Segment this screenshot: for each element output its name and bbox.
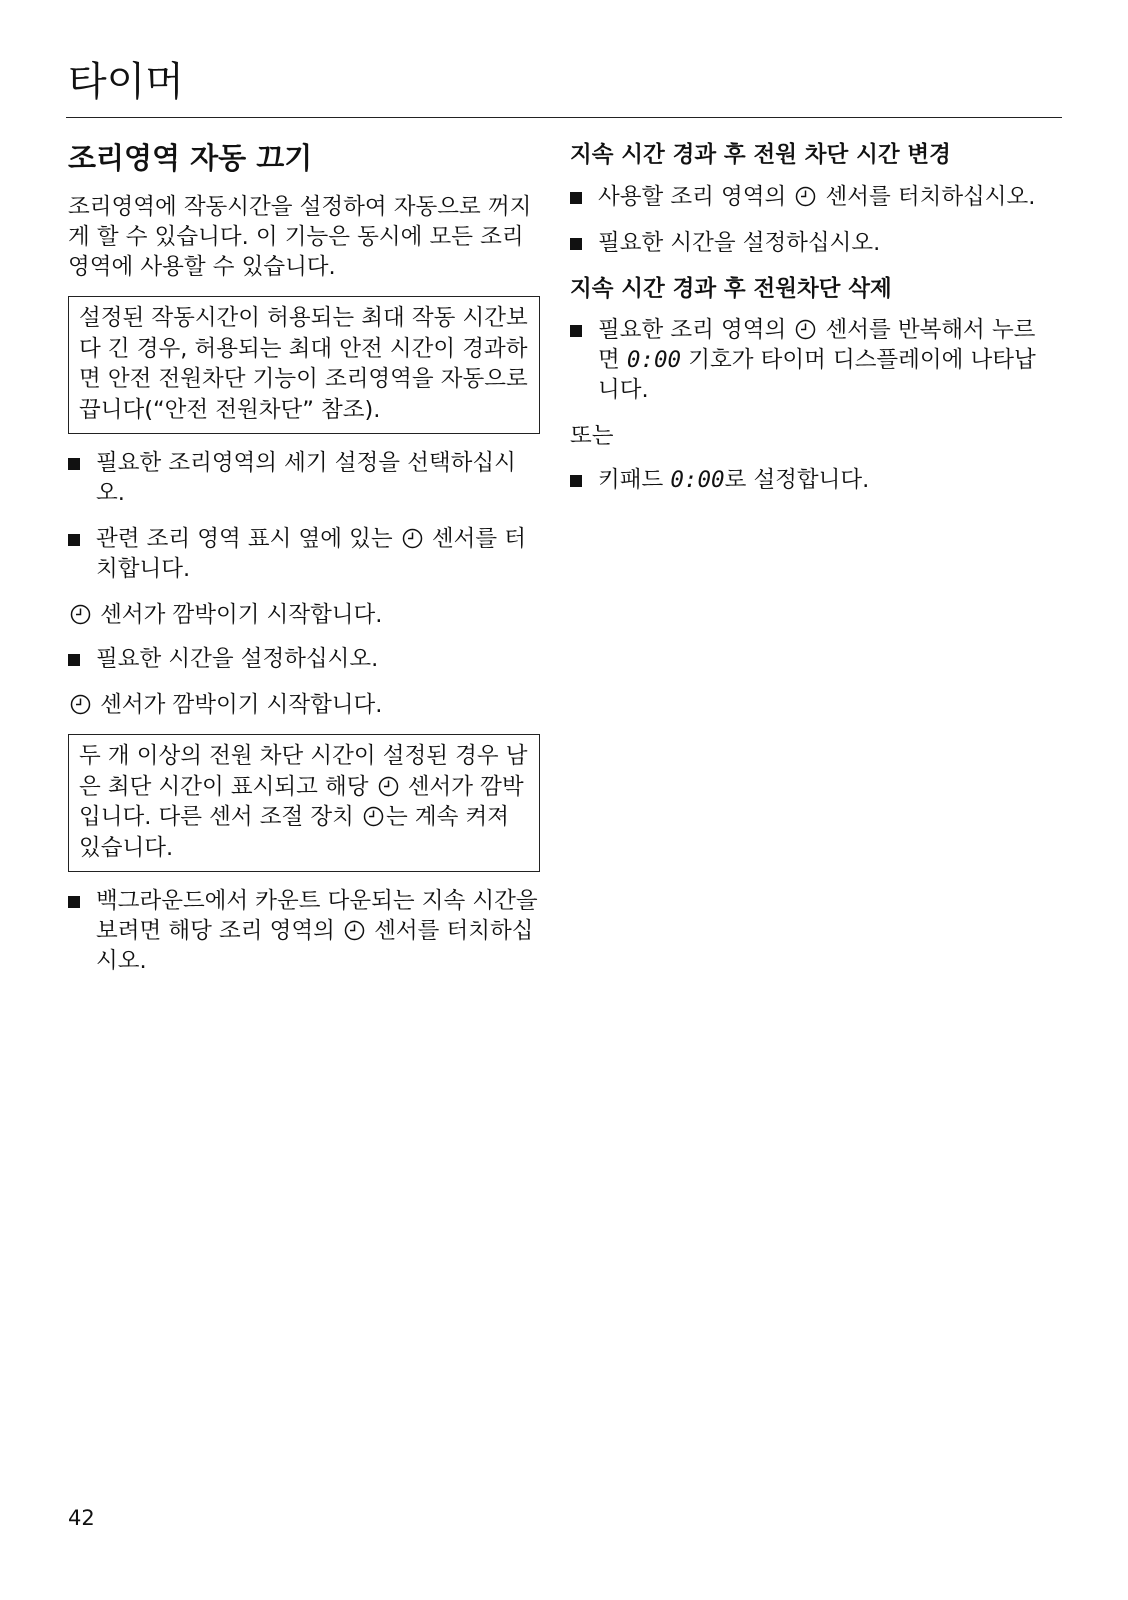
- step-text: 센서를 터치합니다.: [96, 526, 526, 583]
- step-repeat-touch-sensor: [570, 315, 1040, 405]
- safety-note-box: [68, 296, 540, 434]
- timer-clock-icon: [795, 186, 816, 207]
- header-rule: [66, 117, 1062, 118]
- bullet-square-icon: [570, 192, 582, 204]
- step-set-required-time: [570, 228, 1040, 258]
- bullet-square-icon: [570, 325, 582, 337]
- timer-clock-icon: [70, 604, 91, 625]
- section-heading-change-time: 지속 시간 경과 후 전원 차단 시간 변경: [570, 142, 951, 168]
- timer-clock-icon: [795, 319, 816, 340]
- section-heading-delete-time: 지속 시간 경과 후 전원차단 삭제: [570, 275, 892, 302]
- step-view-countdown: [68, 886, 540, 976]
- note-text: 는 계속 켜져 있습니다.: [79, 804, 509, 861]
- step-text: 기호가 타이머 디스플레이에 나타납니다.: [598, 347, 1036, 403]
- result-text: 센서가 깜박이기 시작합니다.: [100, 692, 383, 719]
- step-text: 키패드: [598, 467, 664, 493]
- step-select-power-level: [68, 448, 540, 508]
- step-text: 센서를 반복해서 누르면: [598, 317, 1036, 373]
- step-text: 필요한 시간을 설정하십시오.: [96, 646, 379, 673]
- step-text: 로 설정합니다.: [724, 467, 870, 493]
- step-text: 관련 조리 영역 표시 옆에 있는: [96, 526, 393, 553]
- timer-clock-icon: [70, 694, 91, 715]
- intro-paragraph: 조리영역에 작동시간을 설정하여 자동으로 꺼지게 할 수 있습니다. 이 기능은 동시에 모든 조리영역에 사용할 수 있습니다.: [68, 194, 532, 281]
- right-column: [570, 140, 1040, 511]
- result-blinking-2: [68, 690, 540, 720]
- bullet-square-icon: [570, 475, 582, 487]
- timer-clock-icon: [344, 920, 365, 941]
- step-text: 필요한 조리 영역의: [598, 317, 787, 343]
- bullet-square-icon: [68, 458, 80, 470]
- or-text: 또는: [570, 423, 614, 449]
- page-title: 타이머: [68, 59, 184, 105]
- timer-clock-icon: [363, 806, 384, 827]
- step-text: 사용할 조리 영역의: [598, 183, 787, 210]
- timer-clock-icon: [378, 776, 399, 797]
- note-text: 센서가 깜박입니다. 다른 센서 조절 장치: [79, 773, 524, 831]
- multiple-timers-note-box: [68, 734, 540, 872]
- step-touch-sensor: [68, 524, 540, 584]
- safety-note-text: 설정된 작동시간이 허용되는 최대 작동 시간보다 긴 경우, 허용되는 최대 안전 시간이 경과하면 안전 전원차단 기능이 조리영역을 자동으로 끕니다(“안전 전원차단” 참조).: [79, 305, 528, 423]
- display-code: 0:00: [670, 467, 725, 493]
- result-blinking-1: [68, 600, 540, 630]
- step-keypad-zero: [570, 465, 1040, 495]
- step-text: 센서를 터치하십시오.: [825, 183, 1036, 210]
- left-column: [68, 140, 540, 992]
- step-text: 백그라운드에서 카운트 다운되는 지속 시간을 보려면 해당 조리 영역의: [96, 888, 538, 945]
- step-set-time: [68, 644, 540, 674]
- page-number: 42: [68, 1506, 95, 1530]
- step-touch-zone-sensor: [570, 182, 1040, 212]
- bullet-square-icon: [68, 654, 80, 666]
- result-text: 센서가 깜박이기 시작합니다.: [100, 602, 383, 629]
- step-text: 센서를 터치하십시오.: [96, 918, 534, 975]
- note-text: 두 개 이상의 전원 차단 시간이 설정된 경우 남은 최단 시간이 표시되고 해당: [79, 743, 528, 800]
- bullet-square-icon: [68, 896, 80, 908]
- timer-clock-icon: [402, 528, 423, 549]
- display-code: 0:00: [626, 347, 682, 373]
- section-heading-auto-off: 조리영역 자동 끄기: [68, 141, 313, 175]
- step-text: 필요한 조리영역의 세기 설정을 선택하십시오.: [96, 450, 516, 507]
- bullet-square-icon: [68, 534, 80, 546]
- step-text: 필요한 시간을 설정하십시오.: [598, 229, 881, 256]
- bullet-square-icon: [570, 238, 582, 250]
